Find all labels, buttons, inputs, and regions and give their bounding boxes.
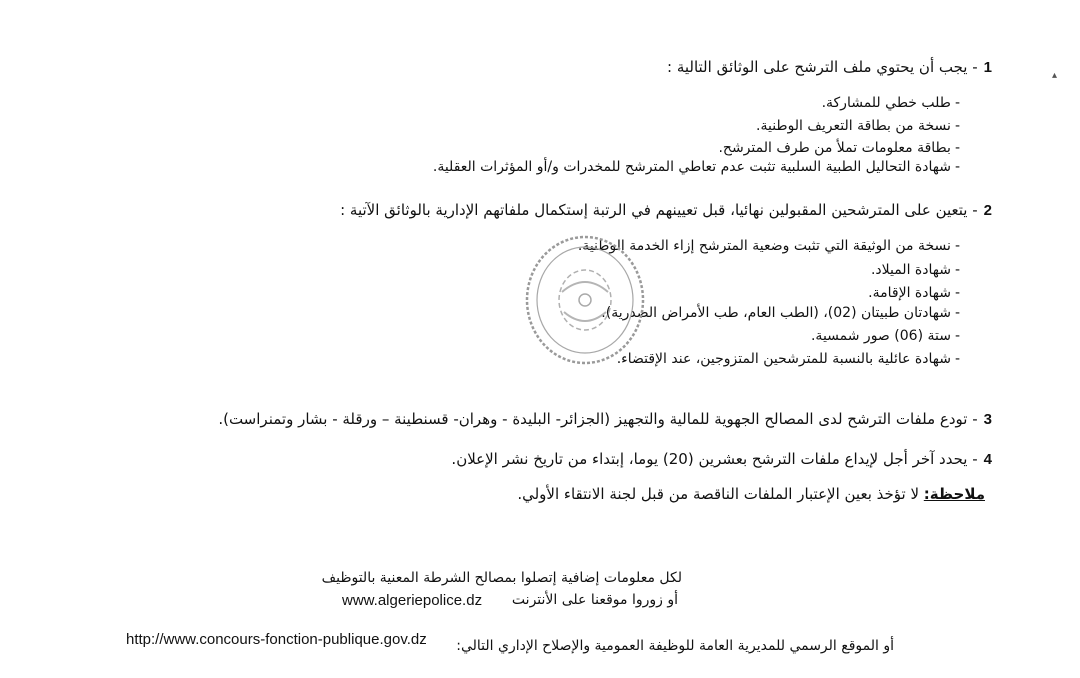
list1-item: -نسخة من بطاقة التعريف الوطنية.: [756, 118, 960, 134]
list1-item: -شهادة التحاليل الطبية السلبية تثبت عدم تعاطي المترشح للمخدرات و/أو المؤثرات العقلية.: [432, 159, 960, 175]
website-link[interactable]: www.algeriepolice.dz: [342, 592, 483, 609]
item-4: [451, 450, 992, 469]
note: [517, 485, 985, 503]
list2-item: -شهادتان طبيتان (02)، (الطب العام، طب الأمراض الصدرية).: [601, 305, 960, 321]
list2-item: -نسخة من الوثيقة التي تثبت وضعية المترشح إزاء الخدمة الوطنية.: [577, 238, 960, 254]
official-website-link[interactable]: http://www.concours-fonction-publique.gov.dz: [126, 631, 427, 648]
note-label: ملاحظة:: [923, 485, 985, 503]
contact-line-3: أو الموقع الرسمي للمديرية العامة للوظيفة العمومية والإصلاح الإداري التالي:: [456, 638, 894, 654]
contact-line-2: أو زوروا موقعنا على الأنترنت: [511, 592, 678, 608]
item-3-number: 3: [983, 411, 992, 428]
contact-line-1: لكل معلومات إضافية إتصلوا بمصالح الشرطة المعنية بالتوظيف: [321, 570, 682, 586]
list2-item: -شهادة عائلية بالنسبة للمترشحين المتزوجين، عند الإقتضاء.: [616, 351, 960, 367]
item-4-number: 4: [983, 451, 992, 468]
item-2-text: - يتعين على المترشحين المقبولين نهائيا، قبل تعيينهم في الرتبة إستكمال ملفاتهم الإدارية بالوثائق الآتية :: [340, 201, 978, 219]
note-text: لا تؤخذ بعين الإعتبار الملفات الناقصة من قبل لجنة الانتقاء الأولي.: [517, 485, 924, 503]
item-2: [340, 201, 992, 220]
list2-item: -ستة (06) صور شمسية.: [810, 328, 960, 344]
item-3: [218, 410, 992, 429]
list1-item: -بطاقة معلومات تملأ من طرف المترشح.: [718, 140, 960, 156]
item-1-text: - يجب أن يحتوي ملف الترشح على الوثائق التالية :: [667, 58, 978, 76]
list1-item: -طلب خطي للمشاركة.: [821, 95, 960, 111]
official-stamp-icon: [522, 232, 648, 368]
item-4-text: - يحدد آخر أجل لإيداع ملفات الترشح بعشرين (20) يوما، إبتداء من تاريخ نشر الإعلان.: [451, 450, 978, 468]
margin-mark: ▴: [1052, 70, 1058, 81]
item-1-number: 1: [983, 59, 992, 76]
list2-item: -شهادة الإقامة.: [868, 285, 960, 301]
item-2-number: 2: [983, 202, 992, 219]
item-3-text: - تودع ملفات الترشح لدى المصالح الجهوية للمالية والتجهيز (الجزائر- البليدة - وهران- قسنطينة – ورقلة - بشار وتمنراست).: [218, 410, 978, 428]
list2-item: -شهادة الميلاد.: [870, 262, 960, 278]
item-1: [667, 58, 992, 77]
